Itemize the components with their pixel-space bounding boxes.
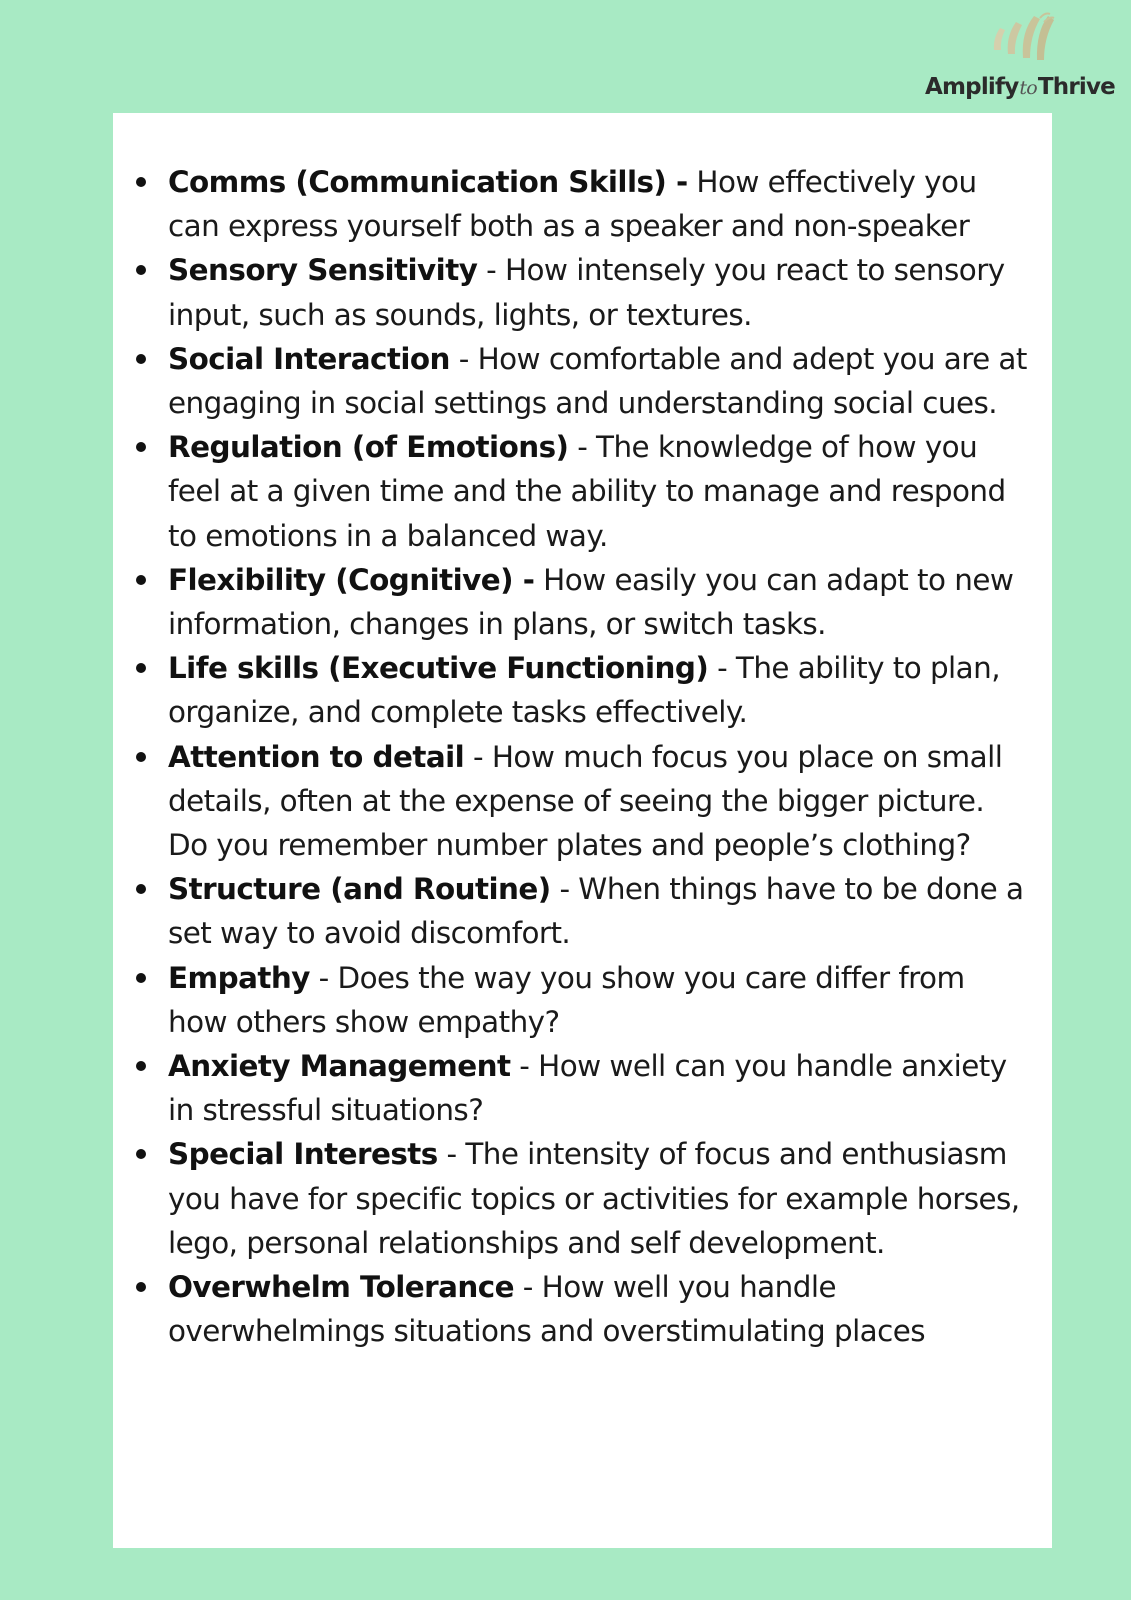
- trait-list: [168, 160, 1028, 1353]
- list-item: [168, 1265, 1028, 1353]
- item-term: Comms (Communication Skills) -: [168, 165, 688, 199]
- brand-name-part1: Amplify: [925, 74, 1019, 100]
- list-item: [168, 425, 1028, 558]
- item-description: - The ability to plan, organize, and complete tasks effectively.: [168, 651, 1000, 730]
- sound-waves-logo-icon: [990, 10, 1056, 68]
- bullet-icon: [136, 663, 146, 673]
- item-description: - How well you handle overwhelmings situations and overstimulating places: [168, 1270, 926, 1349]
- item-description: - Does the way you show you care differ from how others show empathy?: [168, 960, 965, 1039]
- list-item: [168, 956, 1028, 1044]
- list-item: [168, 867, 1028, 955]
- list-item: [168, 337, 1028, 425]
- bullet-icon: [136, 265, 146, 275]
- list-item: [168, 248, 1028, 336]
- brand-name-part3: Thrive: [1037, 74, 1115, 100]
- item-description: - The knowledge of how you feel at a given time and the ability to manage and respond to emotions in a balanced way.: [168, 430, 1006, 553]
- bullet-icon: [136, 354, 146, 364]
- item-description: - How well can you handle anxiety in stressful situations?: [168, 1049, 1007, 1128]
- item-description: - When things have to be done a set way to avoid discomfort.: [168, 872, 1024, 951]
- item-term: Anxiety Management: [168, 1049, 511, 1084]
- content-card: [113, 113, 1052, 1548]
- item-term: Flexibility (Cognitive) -: [168, 562, 535, 597]
- item-description: - How much focus you place on small details, often at the expense of seeing the bigger picture. Do you remember number plates and people’s clothing?: [168, 739, 1003, 863]
- item-description: - The intensity of focus and enthusiasm you have for specific topics or activities for example horses, lego, personal relationships and self development.: [168, 1137, 1020, 1260]
- item-term: Structure (and Routine): [168, 872, 551, 907]
- bullet-icon: [136, 1282, 146, 1292]
- item-description: How easily you can adapt to new information, changes in plans, or switch tasks.: [168, 562, 1014, 642]
- item-term: Attention to detail: [168, 739, 465, 774]
- item-term: Life skills (Executive Functioning): [168, 651, 709, 686]
- bullet-icon: [136, 177, 146, 187]
- item-description: How effectively you can express yourself both as a speaker and non-speaker: [168, 165, 977, 244]
- bullet-icon: [136, 884, 146, 894]
- bullet-icon: [136, 752, 146, 762]
- item-term: Empathy: [168, 960, 310, 995]
- item-term: Special Interests: [168, 1137, 438, 1172]
- list-item: [168, 646, 1028, 734]
- brand-logo: [922, 10, 1131, 110]
- item-term: Social Interaction: [168, 341, 450, 376]
- list-item: [168, 160, 1028, 248]
- bullet-icon: [136, 575, 146, 585]
- item-term: Overwhelm Tolerance: [168, 1270, 515, 1305]
- bullet-icon: [136, 973, 146, 983]
- list-item: [168, 558, 1028, 646]
- list-item: [168, 1044, 1028, 1132]
- item-description: - How comfortable and adept you are at engaging in social settings and understanding social cues.: [168, 341, 1027, 421]
- item-term: Regulation (of Emotions): [168, 430, 569, 465]
- bullet-icon: [136, 442, 146, 452]
- bullet-icon: [136, 1149, 146, 1159]
- brand-name: [925, 74, 1115, 100]
- bullet-icon: [136, 1061, 146, 1071]
- item-description: - How intensely you react to sensory input, such as sounds, lights, or textures.: [168, 253, 1005, 332]
- brand-name-part2: to: [1019, 77, 1037, 99]
- list-item: [168, 1132, 1028, 1265]
- item-term: Sensory Sensitivity: [168, 253, 478, 288]
- list-item: [168, 735, 1028, 868]
